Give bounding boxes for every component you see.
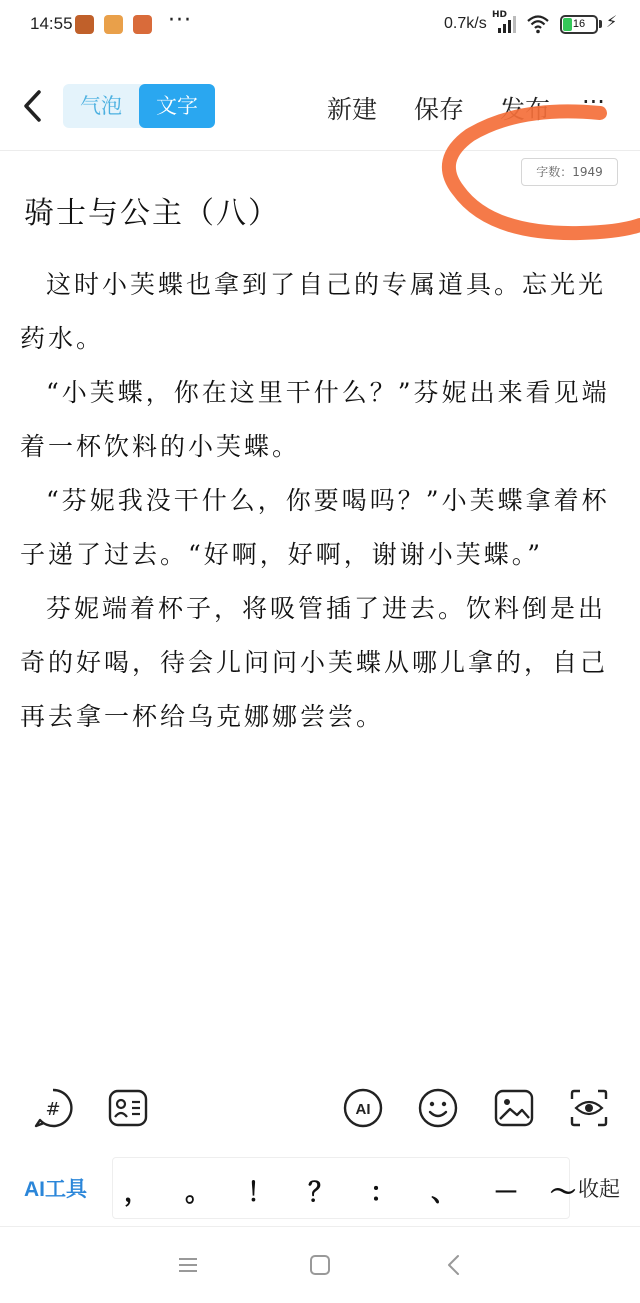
document-body[interactable] <box>20 258 622 744</box>
svg-text:AI: AI <box>355 1101 371 1118</box>
ai-tools-button[interactable]: AI工具 <box>24 1178 87 1201</box>
editor-header <box>0 70 640 142</box>
save-button[interactable]: 保存 <box>414 95 465 124</box>
app-notification-icon <box>104 15 123 34</box>
more-options-icon[interactable]: ··· <box>582 88 605 116</box>
punct-key-exclamation[interactable]: ！ <box>246 1178 273 1208</box>
status-time: 14:55 <box>30 14 73 33</box>
network-speed: 0.7k/s <box>444 15 487 32</box>
charging-icon: ⚡ <box>606 12 618 31</box>
word-count-badge: 字数：1949 <box>521 158 618 186</box>
punct-key-tilde[interactable]: ～ <box>549 1178 576 1208</box>
ai-icon[interactable] <box>341 1086 385 1130</box>
header-divider <box>0 150 640 151</box>
image-icon[interactable] <box>492 1086 536 1130</box>
signal-icon <box>496 14 518 34</box>
paragraph: 这时小芙蝶也拿到了自己的专属道具。忘光光药水。 <box>20 270 607 353</box>
eye-scan-icon[interactable] <box>567 1086 611 1130</box>
svg-text:#: # <box>45 1099 61 1120</box>
new-button[interactable]: 新建 <box>327 95 378 124</box>
paragraph: “芬妮我没干什么，你要喝吗？”小芙蝶拿着杯子递了过去。“好啊，好啊，谢谢小芙蝶。” <box>20 486 610 569</box>
app-notification-icon <box>75 15 94 34</box>
document-title[interactable]: 骑士与公主（八） <box>24 196 280 231</box>
emoji-icon[interactable] <box>416 1086 460 1130</box>
back-nav-icon[interactable] <box>442 1253 466 1277</box>
punct-key-period[interactable]: 。 <box>184 1178 211 1208</box>
more-notifications-icon: ··· <box>168 8 192 33</box>
contact-card-icon[interactable] <box>106 1086 150 1130</box>
hd-badge: HD <box>492 10 508 20</box>
punct-key-question[interactable]: ？ <box>307 1178 334 1208</box>
mode-switch <box>63 84 215 128</box>
punct-key-colon[interactable]: ： <box>369 1178 396 1208</box>
app-notification-icon <box>133 15 152 34</box>
system-nav-bar <box>0 1226 640 1303</box>
menu-icon[interactable] <box>176 1253 200 1277</box>
wifi-icon <box>526 14 550 34</box>
publish-button[interactable]: 发布 <box>500 95 551 124</box>
punctuation-bar <box>0 1157 640 1219</box>
battery-level: 16 <box>572 18 586 30</box>
tab-bubble[interactable]: 气泡 <box>80 94 122 118</box>
punct-key-enumeration[interactable]: 、 <box>430 1178 457 1208</box>
battery-icon <box>560 15 598 34</box>
punct-key-comma[interactable]: ， <box>123 1178 150 1208</box>
collapse-button[interactable]: 收起 <box>578 1177 620 1201</box>
punctuation-keys <box>112 1157 576 1219</box>
back-icon[interactable] <box>18 86 48 126</box>
tab-text[interactable]: 文字 <box>139 84 215 128</box>
paragraph: 芬妮端着杯子，将吸管插了进去。饮料倒是出奇的好喝，待会儿问问小芙蝶从哪儿拿的，自己再去拿一杯给乌克娜娜尝尝。 <box>20 594 609 731</box>
battery-cap <box>599 20 602 28</box>
punct-key-dash[interactable]: － <box>492 1178 519 1208</box>
paragraph: “小芙蝶，你在这里干什么？”芬妮出来看见端着一杯饮料的小芙蝶。 <box>20 378 610 461</box>
status-bar <box>0 0 640 52</box>
home-icon[interactable] <box>308 1253 332 1277</box>
hashtag-icon[interactable] <box>31 1086 75 1130</box>
